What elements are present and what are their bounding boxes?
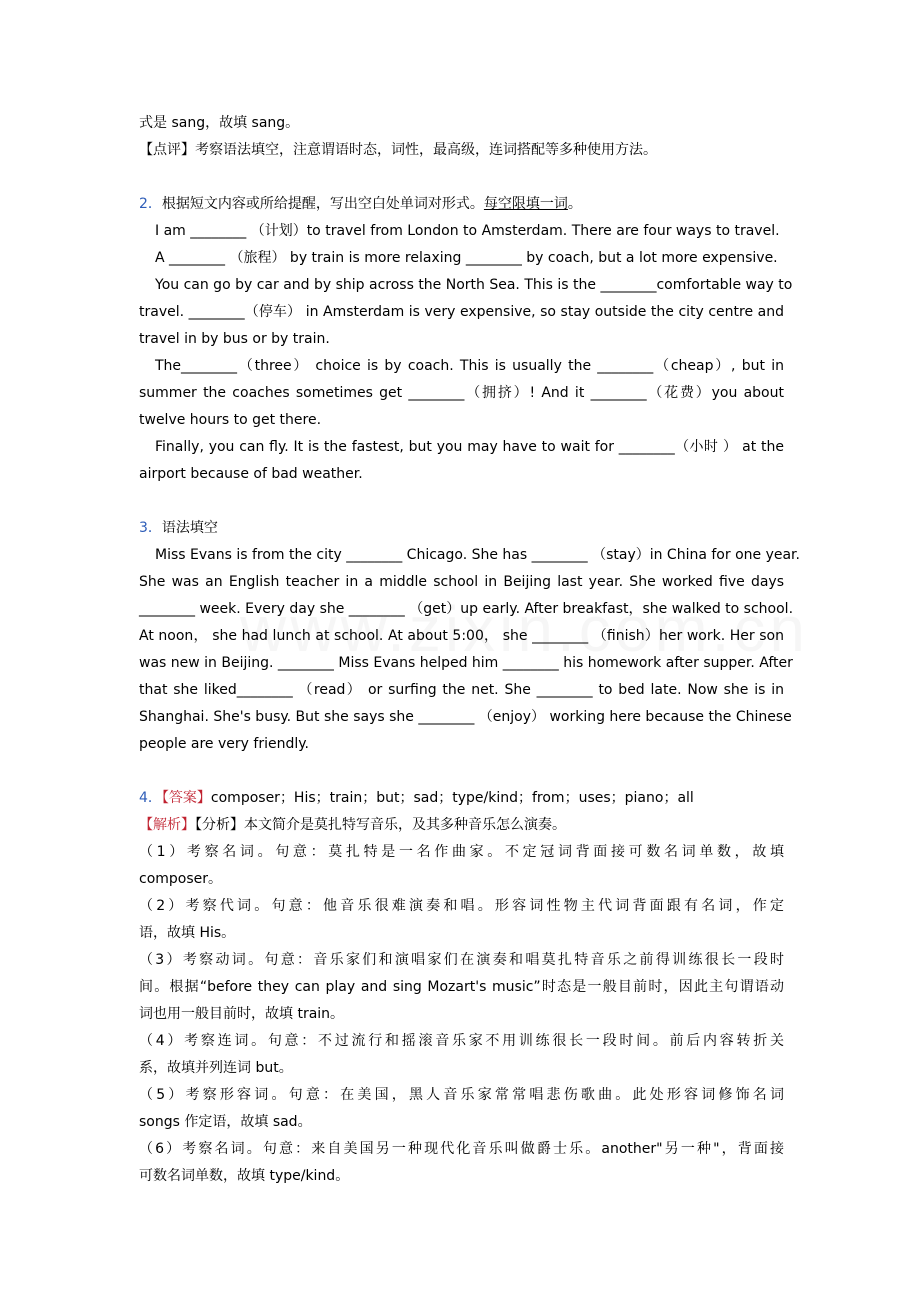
analysis-line: 词也用一般目前时，故填 train。 bbox=[139, 1006, 345, 1022]
answer-text: composer；His；train；but；sad；type/kind；from；uses；piano；all bbox=[210, 790, 694, 806]
passage-line: summer the coaches sometimes get ________（拥挤）! And it ________（花费）you about bbox=[139, 385, 784, 401]
passage-line: that she liked________ （read） or surfing the net. She ________ to bed late. Now she is in bbox=[139, 682, 784, 698]
question-number: 3． bbox=[139, 520, 162, 536]
question-prompt: 根据短文内容或所给提醒，写出空白处单词对形式。 bbox=[161, 196, 484, 212]
question-title: 语法填空 bbox=[161, 520, 218, 536]
question-number: 2． bbox=[139, 196, 162, 212]
passage-line: I am ________ （计划）to travel from London to Amsterdam. There are four ways to travel. bbox=[155, 223, 780, 239]
analysis-line: （5）考察形容词。句意：在美国，黑人音乐家常常唱悲伤歌曲。此处形容词修饰名词 bbox=[139, 1087, 784, 1103]
analysis-line: （3）考察动词。句意：音乐家们和演唱家们在演奏和唱莫扎特音乐之前得训练很长一段时 bbox=[139, 952, 784, 968]
passage-line: The________（three） choice is by coach. This is usually the ________（cheap）, but in bbox=[155, 358, 784, 374]
analysis-line: 间。根据“before they can play and sing Mozart's music”时态是一般目前时，因此主句谓语动 bbox=[139, 979, 784, 995]
analysis-line: （4）考察连词。句意：不过流行和摇滚音乐家不用训练很长一段时间。前后内容转折关 bbox=[139, 1033, 784, 1049]
analysis-line: 语，故填 His。 bbox=[139, 925, 236, 941]
passage-line: Miss Evans is from the city ________ Chicago. She has ________ （stay）in China for one year. bbox=[155, 547, 800, 563]
passage-line: twelve hours to get there. bbox=[139, 412, 322, 428]
passage-line: A ________ （旅程） by train is more relaxing ________ by coach, but a lot more expensive. bbox=[155, 250, 778, 266]
analysis-intro: 【分析】本文简介是莫扎特写音乐，及其多种音乐怎么演奏。 bbox=[195, 817, 566, 833]
prompt-underlined: 每空限填一词 bbox=[483, 196, 568, 212]
analysis-line: （1）考察名词。句意：莫扎特是一名作曲家。不定冠词背面接可数名词单数，故填 bbox=[139, 844, 784, 860]
question-3-header bbox=[139, 515, 784, 542]
comment-line: 【点评】考察语法填空，注意谓语时态，词性，最高级，连词搭配等多种使用方法。 bbox=[139, 142, 657, 158]
passage-line: Finally, you can fly. It is the fastest, but you may have to wait for ________（小时 ） at the bbox=[155, 439, 784, 455]
passage-line: ________ week. Every day she ________ （get）up early. After breakfast，she walked to school. bbox=[139, 601, 794, 617]
passage-line: Shanghai. She's busy. But she says she ________ （enjoy） working here because the Chinese bbox=[139, 709, 792, 725]
passage-line: people are very friendly. bbox=[139, 736, 309, 752]
analysis-line: composer。 bbox=[139, 871, 223, 887]
passage-line: travel. ________（停车） in Amsterdam is very expensive, so stay outside the city centre and bbox=[139, 304, 784, 320]
analysis-line: 可数名词单数，故填 type/kind。 bbox=[139, 1168, 350, 1184]
passage-line: airport because of bad weather. bbox=[139, 466, 363, 482]
document-page bbox=[139, 110, 800, 1190]
prompt-end: 。 bbox=[567, 196, 582, 212]
question-2-header bbox=[139, 191, 784, 218]
question-number: 4． bbox=[139, 790, 162, 806]
question-4-answer bbox=[139, 785, 784, 812]
passage-line: You can go by car and by ship across the North Sea. This is the ________comfortable way to bbox=[155, 277, 793, 293]
analysis-line: songs 作定语，故填 sad。 bbox=[139, 1114, 312, 1130]
analysis-line: （6）考察名词。句意：来自美国另一种现代化音乐叫做爵士乐。another"另一种"，背面接 bbox=[139, 1141, 784, 1157]
passage-line: travel in by bus or by train. bbox=[139, 331, 330, 347]
analysis-intro-line bbox=[139, 812, 784, 839]
analysis-tag: 【解析】 bbox=[139, 817, 195, 833]
passage-line: She was an English teacher in a middle school in Beijing last year. She worked five days bbox=[139, 574, 784, 590]
analysis-line: （2）考察代词。句意：他音乐很难演奏和唱。形容词性物主代词背面跟有名词，作定 bbox=[139, 898, 784, 914]
passage-line: At noon， she had lunch at school. At about 5:00， she ________ （finish）her work. Her son bbox=[139, 628, 784, 644]
analysis-line: 系，故填并列连词 but。 bbox=[139, 1060, 293, 1076]
answer-tag: 【答案】 bbox=[161, 790, 211, 806]
text-line: 式是 sang，故填 sang。 bbox=[139, 115, 300, 131]
passage-line: was new in Beijing. ________ Miss Evans helped him ________ his homework after supper. After bbox=[139, 655, 793, 671]
